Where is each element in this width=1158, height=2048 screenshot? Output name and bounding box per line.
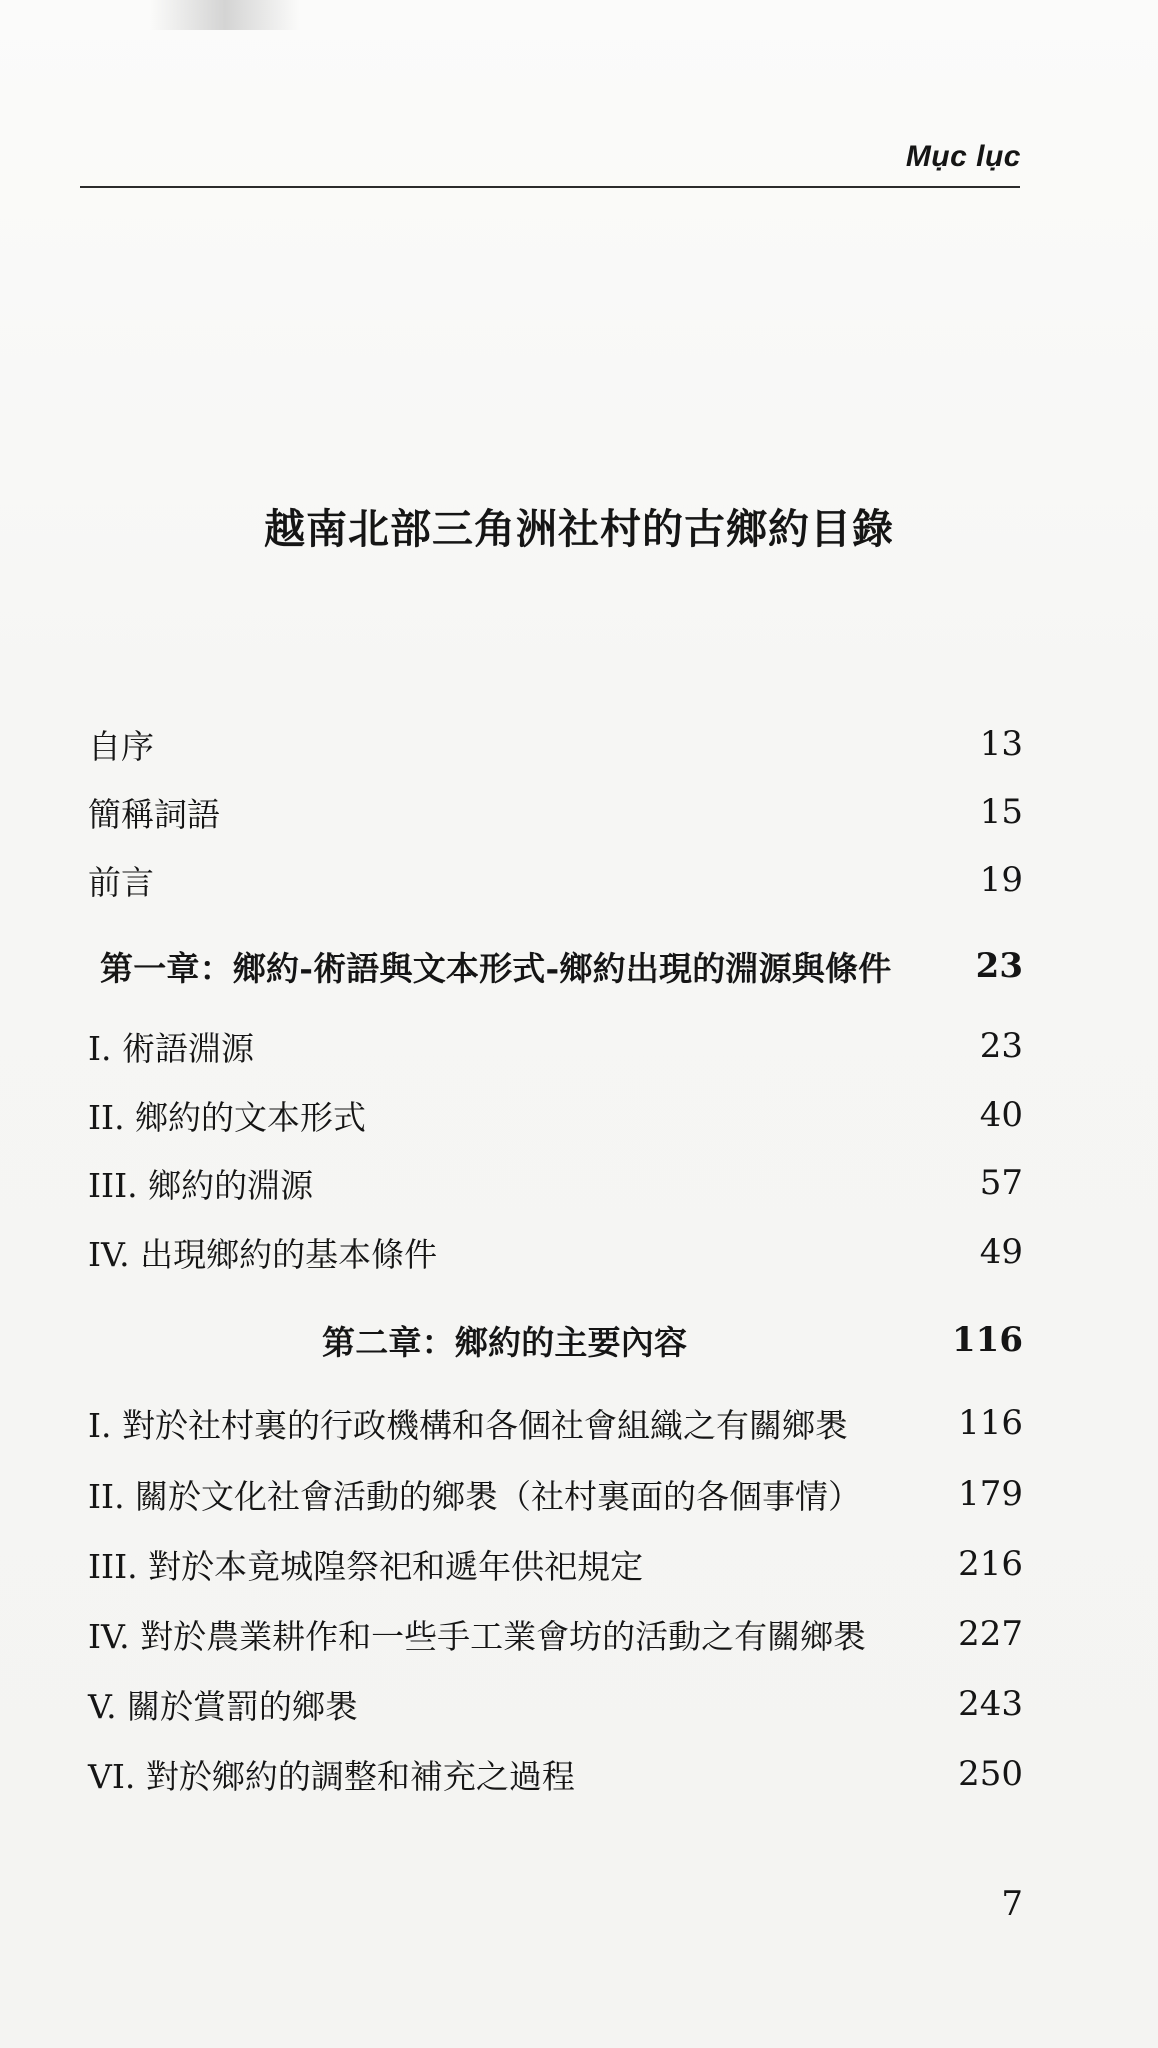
- toc-title: 越南北部三角洲社村的古鄉約目錄: [264, 505, 894, 553]
- toc-entry-label: 自序: [88, 726, 154, 766]
- toc-entry-1-1: [88, 1020, 1023, 1072]
- toc-entry-page: 179: [958, 1474, 1023, 1514]
- toc-entry-page: 49: [979, 1232, 1023, 1272]
- page-number: 7: [1001, 1884, 1023, 1924]
- toc-entry-label: II. 關於文化社會活動的鄉褁（社村裏面的各個事情）: [88, 1476, 862, 1516]
- toc-entry-1-3: [88, 1157, 1023, 1209]
- toc-entry-label: 第一章：鄉約-術語與文本形式-鄉約出現的淵源與條件: [100, 948, 892, 988]
- toc-entry-page: 13: [979, 724, 1023, 764]
- toc-entry-label: I. 對於社村裏的行政機構和各個社會組織之有關鄉褁: [88, 1405, 849, 1445]
- toc-entry-label: 第二章：鄉約的主要內容: [322, 1322, 688, 1362]
- toc-entry-label: III. 對於本竟城隍祭祀和遞年供祀規定: [88, 1546, 644, 1586]
- toc-entry-label: I. 術語淵源: [88, 1028, 255, 1068]
- toc-entry-2-4: [88, 1608, 1023, 1660]
- toc-entry-page: 23: [979, 1026, 1023, 1066]
- toc-entry-abbreviations: [88, 786, 1023, 838]
- toc-entry-page: 250: [958, 1754, 1023, 1794]
- toc-entry-2-6: [88, 1748, 1023, 1800]
- toc-entry-1-4: [88, 1226, 1023, 1278]
- toc-entry-label: IV. 對於農業耕作和一些手工業會坊的活動之有關鄉褁: [88, 1616, 867, 1656]
- toc-entry-label: 簡稱詞語: [88, 794, 220, 834]
- header-rule: [80, 186, 1020, 188]
- toc-entry-1-2: [88, 1089, 1023, 1141]
- toc-entry-page: 19: [979, 860, 1023, 900]
- toc-entry-2-1: [88, 1397, 1023, 1449]
- toc-entry-preface: [88, 718, 1023, 770]
- toc-entry-page: 40: [979, 1095, 1023, 1135]
- toc-entry-page: 23: [975, 946, 1023, 986]
- running-head: Mục lục: [905, 140, 1021, 173]
- toc-entry-page: 116: [958, 1403, 1023, 1443]
- toc-entry-label: V. 關於賞罰的鄉褁: [88, 1686, 359, 1726]
- toc-entry-page: 116: [952, 1320, 1023, 1360]
- toc-entry-label: IV. 出現鄉約的基本條件: [88, 1234, 438, 1274]
- binding-shadow: [150, 0, 300, 30]
- toc-chapter-2: [322, 1314, 1023, 1366]
- toc-entry-label: VI. 對於鄉約的調整和補充之過程: [88, 1756, 575, 1796]
- toc-entry-page: 243: [958, 1684, 1023, 1724]
- toc-entry-2-5: [88, 1678, 1023, 1730]
- toc-entry-label: II. 鄉約的文本形式: [88, 1097, 367, 1137]
- toc-entry-page: 227: [958, 1614, 1023, 1654]
- toc-entry-page: 57: [979, 1163, 1023, 1203]
- toc-entry-2-2: [88, 1468, 1023, 1520]
- toc-chapter-1: [100, 940, 1023, 992]
- toc-entry-page: 15: [979, 792, 1023, 832]
- toc-entry-label: 前言: [88, 862, 154, 902]
- toc-entry-page: 216: [958, 1544, 1023, 1584]
- toc-entry-2-3: [88, 1538, 1023, 1590]
- toc-entry-label: III. 鄉約的淵源: [88, 1165, 314, 1205]
- toc-entry-foreword: [88, 854, 1023, 906]
